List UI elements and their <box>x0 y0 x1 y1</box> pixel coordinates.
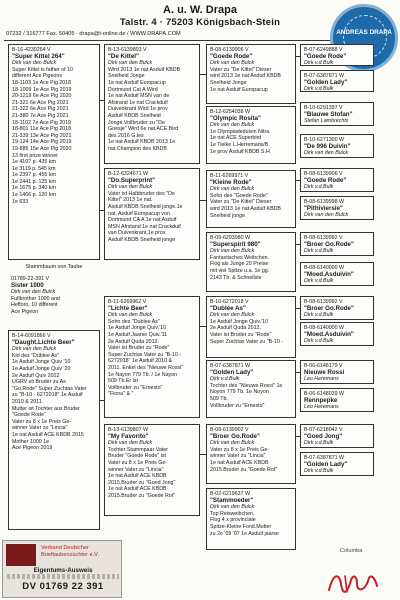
grandparent-line: 1e nat Asduif Europacup <box>108 79 166 86</box>
subject-line: 18-1102 7e Ace Pig 2019 <box>12 119 72 126</box>
breeder-contact: 07232 / 316777 Fax. 50405 · drapa@t-online.de / WWW.DRAPA.COM <box>6 31 181 37</box>
gggp-box <box>300 424 374 448</box>
ggp-id: B-08-6139902 V <box>210 427 249 433</box>
ggp-line: 1e Asduif Jonge Quiv.'10 <box>210 318 269 325</box>
ggp-line: wird 2013 1e nat Asduif KBDB <box>210 205 281 212</box>
gggp-box <box>300 70 374 92</box>
ownership-title: Eigentums-Ausweis <box>33 567 93 574</box>
dam-id: B-14-6091866 V <box>12 333 51 339</box>
subject-line: 13 first prize winner <box>12 152 58 159</box>
gggp-id: B-10-6291397 V <box>304 105 343 111</box>
ggp-line: 1e Tielke L.Herremans/B <box>210 141 269 148</box>
ggp-line: Flog 4 x provinciale <box>210 517 256 524</box>
subject-line: 18-1009 1e Ace Pig 2019 <box>12 86 72 93</box>
subject-line: 21-380 7e Ace Pig 2021 <box>12 112 69 119</box>
grandparent-name: "Lichte Beer" <box>108 304 148 312</box>
grandparent-line: Goesje" Wird 6e nat ACE Bird <box>108 126 179 133</box>
gggp-breeder: Dirk van den Bulck <box>304 212 349 219</box>
dam-line: 2e Asduif Quiv 2012 <box>12 372 60 379</box>
connector-line <box>100 210 104 211</box>
ggp-line: 2015.Bruder zu "Goede Rot" <box>210 466 278 473</box>
seal-text: ANDREAS DRAPA <box>336 29 392 36</box>
connector-line <box>296 436 300 437</box>
gggp-box <box>300 322 374 346</box>
ggp-line: 509 Tb. <box>210 395 228 402</box>
connector-line <box>100 400 104 401</box>
ggp-breeder: Dirk van den Bulck <box>210 312 255 319</box>
dam-line: UGRV sit Bruder zu As <box>12 379 66 386</box>
connector-line <box>200 454 206 455</box>
grandparent-id: B-12-6324671 W <box>108 171 149 177</box>
dam-line: Vater zu 8 x 1e Preis Ge- <box>12 418 72 425</box>
ggp-line: 1e nat ACE Superbird <box>210 135 262 142</box>
stamm-line: Fullbrother 1000 and <box>11 295 60 302</box>
subject-line: 21-322 6e Ace Pig 2021 <box>12 106 69 113</box>
ggp-name: "Broer Go.Rode" <box>210 432 260 440</box>
grandparent-line: Sohn des "Dublee As" <box>108 318 160 325</box>
ggp-line: Snelheid jonge <box>210 212 246 219</box>
grandparent-line: Vollbruder zu "Ernesto" <box>108 384 163 391</box>
subject-line: 18-1103 1e Ace Pig 2018 <box>12 79 72 86</box>
ggp-line: Super Zuchtas Vater zu "B-10 - <box>210 338 284 345</box>
subject-breeder: Dirk van den Bulck <box>12 60 57 67</box>
columba-label: Columba <box>340 548 363 554</box>
gggp-breeder: Dirk v.d.Bulk <box>304 86 334 92</box>
grandparent-line: 1e nat Asduif ACE KBDB <box>108 473 167 480</box>
ggp-line: Vater zu "De Kittel" Dieser <box>210 199 272 206</box>
ggp-line: Top Reisweibchen. <box>210 510 255 517</box>
ggp-id: B-08-6139906 V <box>210 47 249 53</box>
gggp-box <box>300 196 374 220</box>
gggp-breeder: Dirk v.d.Bulk <box>304 338 334 345</box>
grandparent-id: B-11-6269962 V <box>108 299 147 305</box>
ggp-line: winner Vater zu "Lincia" <box>210 453 266 460</box>
ggp-name: "Dublée As" <box>210 304 246 312</box>
gggp-id: B-07-6387871 W <box>304 73 345 79</box>
great-grandparent-box <box>206 44 296 104</box>
ggp-line: Tochter des "Nieuwe Rossi" 1e <box>210 382 283 389</box>
ggp-breeder: Dirk van den Bulck <box>210 504 255 511</box>
grandparent-id: B-13-6139803 V <box>108 47 147 53</box>
gggp-name: "Golden Lady" <box>304 78 348 86</box>
stamm-breeder: Dirk van den Bulck <box>11 289 56 296</box>
grandparent-line: Asduif KBDB Snelheid <box>108 112 161 119</box>
association-logo <box>6 544 36 566</box>
subject-line: 19-124 14e Ace Pig 2019 <box>12 139 72 146</box>
gggp-breeder: Dirk v.d.Bulk <box>304 312 334 319</box>
gggp-breeder: Dirk van den Bulck <box>304 150 349 157</box>
grandparent-breeder: Dirk van den Bulck <box>108 184 153 191</box>
gggp-name: "Goed Jong" <box>304 432 343 440</box>
connector-line <box>296 308 300 309</box>
gggp-box <box>300 44 374 66</box>
grandparent-box <box>104 424 200 516</box>
gggp-name: "Broer Go.Rode" <box>304 304 354 312</box>
subject-line: 1e 1466 p. 120 km <box>12 192 56 199</box>
gggp-name: "Moed.Asduivin" <box>304 330 354 338</box>
gggp-box <box>300 102 374 126</box>
connector-line <box>200 326 206 327</box>
dam-line: Mutter ist Tochter aus Bruder <box>12 405 80 412</box>
grandparent-line: Dortmund CA A 1e nat Asduif <box>108 217 177 224</box>
grandparent-line: Bruder "Goede Rode" ist <box>108 453 166 460</box>
grandparent-line: 2015.Bruder zu "Goed Jong" <box>108 479 176 486</box>
signature <box>325 568 385 596</box>
ggp-id: B-07-6387871 W <box>210 363 251 369</box>
connector-line <box>200 200 206 201</box>
ggp-line: 1e prov Asduif KBDB S.H <box>210 148 270 155</box>
grandparent-breeder: Dirk van den Bulck <box>108 312 153 319</box>
stamm-box <box>8 274 100 318</box>
grandparent-line: Tochter Stammpaar Vater <box>108 446 168 453</box>
grandparent-line: 2015.Bruder zu "Goede Rot" <box>108 492 176 499</box>
grandparent-breeder: Dirk van den Bulck <box>108 440 153 447</box>
gggp-name: "De 996 Duivin" <box>304 142 351 150</box>
grandparent-line: Vater ist Halbbruder des "De <box>108 190 175 197</box>
grandparent-id: B-13-6139807 W <box>108 427 149 433</box>
stamm-line: Hefforo, 10 different <box>11 302 58 309</box>
grandparent-name: "My Favorito" <box>108 432 149 440</box>
gggp-breeder: Leo Heremans <box>304 404 339 411</box>
grandparent-line: Kittel" 2013 1e nat. <box>108 197 153 204</box>
grandparent-line: nat. Asduif Europacup von <box>108 210 170 217</box>
dam-line: 2010 & 2011. <box>12 398 44 405</box>
gggp-id: B-08-6139992 V <box>304 299 343 305</box>
connector-line <box>200 74 206 75</box>
ggp-line: Snelheid Jonge <box>210 79 247 86</box>
great-grandparent-box <box>206 424 296 484</box>
gggp-breeder: Stefan Lambrechts <box>304 118 349 125</box>
gggp-box <box>300 262 374 286</box>
grandparent-line: Dortmund Cat A Wird <box>108 86 158 93</box>
stamm-line: Ace Pigeon <box>11 308 39 315</box>
ggp-line: 1e nat Asduif Europacup <box>210 86 268 93</box>
gggp-id: B-07-6249888 V <box>304 47 343 53</box>
gggp-name: Rennpepke <box>304 396 338 404</box>
grandparent-line: 1e nat Asduif ACE KBDB <box>108 486 167 493</box>
gggp-name: "Golden Lady" <box>304 460 348 468</box>
connector-line <box>100 100 104 101</box>
grandparent-line: 1e nat Asduif MSN van de <box>108 93 170 100</box>
grandparent-line: 509 Tb.Er ist <box>108 378 138 385</box>
gggp-breeder: Dirk v.d.Bulk <box>304 184 334 191</box>
dam-name: "Daught.Lichte Beer" <box>12 338 75 346</box>
great-grandparent-box <box>206 232 296 292</box>
ggp-name: "Goede Rode" <box>210 52 253 60</box>
gggp-breeder: Dirk v.d.Bulk <box>304 60 334 66</box>
grandparent-line: winner Vater zu "Lincia" <box>108 466 164 473</box>
subject-line: different Ace Pigeons <box>12 73 62 80</box>
gggp-name: "Pithiviersie" <box>304 204 343 212</box>
ggp-id: B-12-6254038 W <box>210 109 251 115</box>
subject-line: 21-339 13e Ace Pig 2021 <box>12 132 72 139</box>
dam-line: 1e Asduif Jonge Quiv '10 <box>12 359 71 366</box>
ggp-breeder: Dirk van den Bulck <box>210 248 255 255</box>
gggp-id: B-08-6139906 V <box>304 171 343 177</box>
ggp-id: B-02-6219637 W <box>210 491 251 497</box>
grandparent-line: Wird 2013 1e nat Asduif KBDB <box>108 66 181 73</box>
gggp-box <box>300 452 374 476</box>
ggp-line: Vollbruder zu "Ernesto" <box>210 402 265 409</box>
gggp-name: "Goede Rode" <box>304 52 347 60</box>
breeder-address: Talstr. 4 · 75203 Königsbach-Stein <box>119 17 281 28</box>
association-name: Verband Deutscher Brieftaubenzüchter e.V. <box>41 545 99 558</box>
subject-pigeon-box <box>8 44 100 260</box>
subject-line: 1e 633 <box>12 198 29 205</box>
dam-line: winner Vater zu "Lincia" <box>12 425 68 432</box>
gggp-box <box>300 232 374 256</box>
subject-line: 18-801 11e Ace Pig 2018 <box>12 126 72 133</box>
subject-line: Super Kittel is father of 10 <box>12 66 73 73</box>
grandparent-line: Vater zu 8 x 1e Preis Ge- <box>108 459 168 466</box>
great-grandparent-box <box>206 170 296 228</box>
gggp-breeder: Dirk v.d.Bulk <box>304 468 334 475</box>
ggp-line: 1e nat Asduif ACE KBDB <box>210 459 269 466</box>
ggp-line: mit viel Spitze u.a. 1e gg. <box>210 267 270 274</box>
grandparent-line: Jonge.Vollbruder zu "De <box>108 119 165 126</box>
grandparent-line: Asduif KBDB Snelheid jonge.1e <box>108 203 183 210</box>
subject-name: "Super Kittel 264" <box>12 52 65 60</box>
gggp-box <box>300 296 374 320</box>
grandparent-line: des 2016 G.les <box>108 132 144 139</box>
ggp-name: "Olympic Rosita" <box>210 114 261 122</box>
dam-line: zu "B-10 - 6272018" 1e Asduif <box>12 392 83 399</box>
ggp-line: Noyon 779 Tb. 1e Noyon <box>210 389 269 396</box>
grandparent-name: "Do.Superprint" <box>108 176 156 184</box>
dam-pigeon-box <box>8 330 100 530</box>
ggp-breeder: Dirk van den Bulck <box>210 440 255 447</box>
subject-line: 1e 1675 p. 340 km <box>12 185 56 192</box>
grandparent-line: Duivenkrant Wird 1e prov <box>108 106 168 113</box>
subject-line: 21-321 6e Ace Pig 2021 <box>12 99 69 106</box>
connector-line <box>296 180 300 181</box>
connector-line <box>296 372 300 373</box>
great-grandparent-box <box>206 360 296 418</box>
grandparent-line: 1e Nayon 779 Tb. / 1e Nayon <box>108 371 178 378</box>
ggp-line: Spitze-Kleine Fond.Mutter <box>210 523 272 530</box>
grandparent-line: Snelheid Jonge <box>108 73 145 80</box>
gggp-name: Nieuwe Rossi <box>304 368 345 376</box>
subject-line: 19-885 15e Ace Pig 2020 <box>12 145 72 152</box>
grandparent-box <box>104 44 200 164</box>
dam-line: 1e Asduif Jonge Quiv '20 <box>12 365 71 372</box>
grandparent-box <box>104 296 200 418</box>
ggp-line: 2143 Tb. & Schnellste <box>210 274 262 281</box>
connector-line <box>296 56 300 57</box>
subject-line: 20-1219 6e Ace Pig 2020 <box>12 93 72 100</box>
subject-id: B-16-4230264 V <box>12 47 51 53</box>
gggp-box <box>300 134 374 158</box>
grandparent-line: Vater ist Bruder zu "Rode" <box>108 345 170 352</box>
dam-line: Kid des "Dublee As" <box>12 352 60 359</box>
subject-line: 1e 2441 p. 125 km <box>12 178 56 185</box>
grandparent-line: 1e Asduif Jaarse Quiv.'11 <box>108 331 168 338</box>
grandparent-breeder: Dirk van den Bulck <box>108 60 153 67</box>
gggp-breeder: Leo Heremans <box>304 376 339 383</box>
ggp-breeder: Dirk van den Bulck <box>210 60 255 67</box>
ggp-name: "Superspirit 980" <box>210 240 261 248</box>
gggp-id: B-08-6140000 W <box>304 325 345 331</box>
grandparent-line: MSN Afrstand 1e nat Crackduif <box>108 223 181 230</box>
dam-line: Ace Pigeon 2019 <box>12 445 53 452</box>
ggp-line: 1e Olympiadeduivin Nitra. <box>210 128 271 135</box>
ggp-name: "Kleine Rode" <box>210 178 252 186</box>
grandparent-line: 1e nat Asduif KBDB 2013 1e <box>108 139 176 146</box>
connector-line <box>296 244 300 245</box>
ggp-line: zu 2e '09 '07 1e Asduif jaarse <box>210 530 279 537</box>
great-grandparent-box <box>206 296 296 358</box>
grandparent-line: 2e Asduif Quda 2012. <box>108 338 159 345</box>
gggp-name: "Moed.Asduivin" <box>304 270 354 278</box>
gggp-name: "Blauwe Stofan" <box>304 110 353 118</box>
dam-line: "Goede Rode" <box>12 412 46 419</box>
ggp-line: Fantastisches Weibchen. <box>210 254 270 261</box>
gggp-id: B-06-6148179 V <box>304 363 343 369</box>
grandparent-name: "De Kittel" <box>108 52 139 60</box>
dam-line: "Go.Rode" Super Zuchtas Vater <box>12 385 87 392</box>
dam-breeder: Dirk van den Bulck <box>12 346 57 353</box>
stamm-id: 01789-22-391 V <box>11 276 49 282</box>
ggp-breeder: Dirk van den Bulck <box>210 122 255 129</box>
grandparent-line: 2011. Enkel des "Nieuwe Rossi" <box>108 364 184 371</box>
subject-line: 1e 2397 p. 455 km <box>12 172 56 179</box>
gggp-breeder: Dirk v.d.Bulk <box>304 278 334 285</box>
great-grandparent-box <box>206 488 296 550</box>
gggp-breeder: Dirk v.d.Bulk <box>304 440 334 447</box>
grandparent-line: Asduif KBDB Snelheid jonge <box>108 236 176 243</box>
grandparent-line: nat.Champion des KBDB <box>108 145 167 152</box>
fine-print <box>7 574 119 579</box>
gggp-id: B-07-6387871 W <box>304 455 345 461</box>
grandparent-line: van Duivenkrant,1e prov. <box>108 230 167 237</box>
ggp-line: 2e Asduif Quda 2012. <box>210 325 261 332</box>
ggp-breeder: Dirk van den Bulck <box>210 186 255 193</box>
ggp-line: Vater zu "De Kittel" Dieser <box>210 66 272 73</box>
gggp-id: B-08-6140000 W <box>304 265 345 271</box>
gggp-id: B-07-6218042 V <box>304 427 343 433</box>
subject-line: 1e 4107 p. 435 km <box>12 159 56 166</box>
gggp-breeder: Dirk v.d.Bulk <box>304 248 334 255</box>
gggp-box <box>300 388 374 412</box>
dam-line: Mother 1000 1e <box>12 438 50 445</box>
gggp-box <box>300 168 374 192</box>
ggp-line: Vater zu 8 x 1e Preis Ge- <box>210 446 270 453</box>
header-rule <box>4 40 364 41</box>
ggp-id: B-11-6269971 V <box>210 173 249 179</box>
ownership-card <box>2 540 122 598</box>
grandparent-line: "Fiona" & " <box>108 391 134 398</box>
grandparent-line: Afstrand 1e nat Crackduif <box>108 99 168 106</box>
ggp-line: wird 2013 1e nat Asduif KBDB <box>210 73 281 80</box>
gggp-name: "Goede Rode" <box>304 176 347 184</box>
gggp-id: B-06-6148039 W <box>304 391 345 397</box>
ggp-id: B-09-6293980 W <box>210 235 251 241</box>
grandparent-line: 1e Asduif Jonge Quiv.'10 <box>108 325 167 332</box>
grandparent-line: 6272018" 1e Asduif 2010 & <box>108 358 173 365</box>
great-grandparent-box <box>206 106 296 164</box>
stamm-name: Sister 1000 <box>11 281 44 289</box>
ggp-name: "Golden Lady" <box>210 368 254 376</box>
grandparent-box <box>104 168 200 260</box>
ggp-id: B-10-6272018 V <box>210 299 249 305</box>
ggp-line: Flog als Junge 20 Preise <box>210 261 269 268</box>
dam-line: 1e nat Asduif ACE KBDB 2015 <box>12 431 84 438</box>
grandparent-line: Super Zuchtas Vater zu "B-10 - <box>108 351 182 358</box>
gggp-id: B-08-6139998 W <box>304 199 345 205</box>
gggp-id: B-10-6271300 W <box>304 137 345 143</box>
gggp-name: "Broer Go.Rode" <box>304 240 354 248</box>
ggp-line: Sohn des "Goede Rode" <box>210 192 268 199</box>
breeder-title: A. u. W. Drapa <box>163 4 237 16</box>
subject-line: 1e 3119 p. 545 km <box>12 165 56 172</box>
ggp-breeder: Dirk v.d.Bulk <box>210 376 240 383</box>
ring-number: DV 01769 22 391 <box>22 581 104 592</box>
gggp-box <box>300 360 374 384</box>
stamm-label: Stammbaum von Taube <box>25 264 83 270</box>
gggp-id: B-08-6139992 V <box>304 235 343 241</box>
ggp-line: Vater ist Bruder zu "Rode" <box>210 331 272 338</box>
ggp-name: "Stammoeder" <box>210 496 254 504</box>
